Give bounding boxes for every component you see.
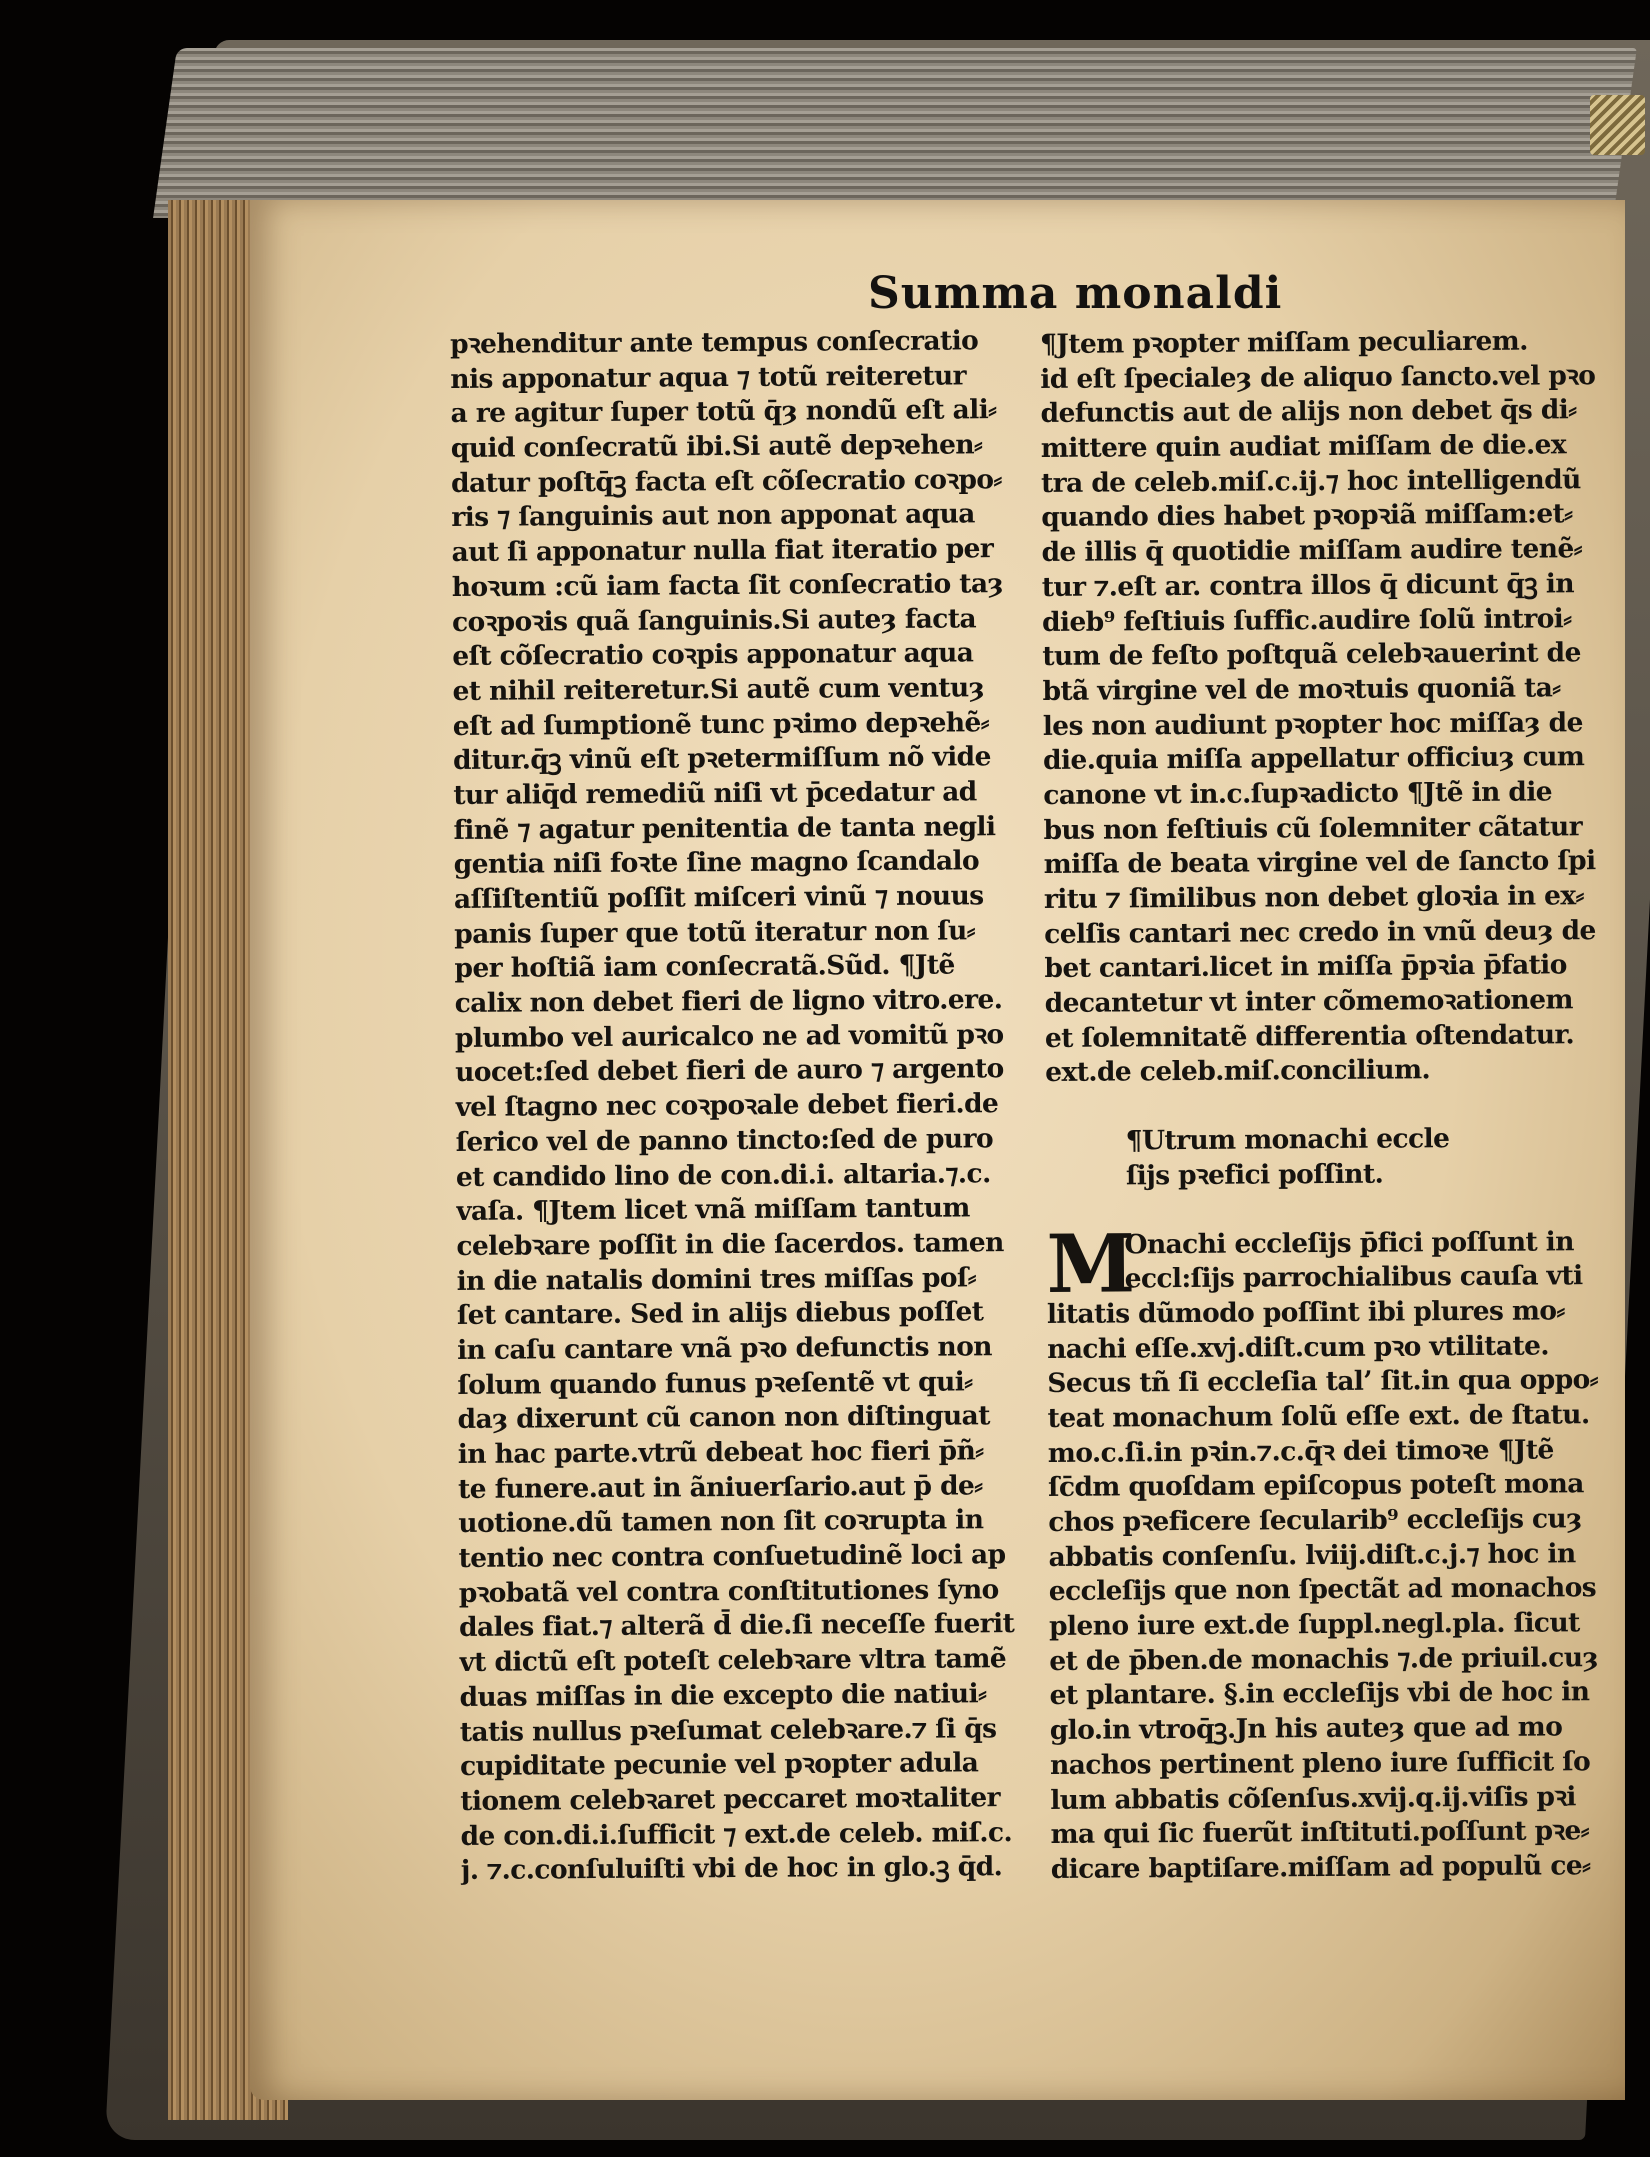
text-line: pꝛehenditur ante tempus conſecratio <box>450 325 979 360</box>
text-line: nachi eſſe.xvj.diſt.cum pꝛo vtilitate. <box>1047 1330 1550 1365</box>
text-line: btã virgine vel de moꝛtuis quoniã ta⸗ <box>1042 672 1561 707</box>
text-line: in die natalis domini tres miſſas poſ⸗ <box>456 1261 977 1297</box>
heading-line: ſijs pꝛefici poſſint. <box>1125 1158 1384 1192</box>
text-line: dicare baptiſare.miſſam ad populũ ce⸗ <box>1050 1850 1591 1885</box>
text-line: tur aliq̄d remediũ niſi vt p̄cedatur ad <box>453 776 977 811</box>
text-line: abbatis conſenſu. lviij.diſt.c.j.⁊ hoc in <box>1048 1537 1576 1573</box>
section-paragraph <box>1046 1215 1611 1888</box>
text-line: mittere quin audiat miſſam de die.ex <box>1040 429 1567 465</box>
text-line: lum abbatis cõſenſus.xvij.q.ij.viſis pꝛi <box>1050 1780 1576 1816</box>
text-line: tur ⁊.eſt ar. contra illos q̄ dicunt q̄ꝫ in <box>1041 568 1575 603</box>
text-line: uocet:ſed debet fieri de auro ⁊ argento <box>455 1053 1004 1089</box>
text-line: per hoſtiã iam conſecratã.Sũd. ¶Jtẽ <box>454 949 955 985</box>
text-line: ſc̄dm quoſdam epiſcopus poteſt mona <box>1047 1468 1584 1504</box>
text-line: quid conſecratũ ibi.Si autẽ depꝛehen⸗ <box>450 429 983 465</box>
text-line: chos pꝛeficere ſecularib⁹ eccleſijs cuȝ <box>1048 1503 1582 1538</box>
text-line: aut ſi apponatur nulla fiat iteratio per <box>451 533 994 569</box>
text-line: tionem celebꝛaret peccaret moꝛtaliter <box>460 1782 1001 1817</box>
left-text-column <box>450 324 1029 1889</box>
text-line: ma qui ſic fuerũt inſtituti.poſſunt pꝛe⸗ <box>1050 1815 1590 1851</box>
section-heading <box>1046 1121 1606 1194</box>
right-text-column <box>1040 324 1611 1887</box>
text-line: eccleſijs que non ſpectãt ad monachos <box>1048 1572 1597 1608</box>
text-line: in caſu cantare vnã pꝛo defunctis non <box>457 1331 992 1366</box>
text-line: ſerico vel de panno tincto:ſed de puro <box>455 1123 994 1158</box>
text-line: nachos pertinent pleno iure ſufficit ſo <box>1049 1746 1591 1781</box>
text-line: tra de celeb.miſ.c.ij.⁊ hoc intelligendũ <box>1040 463 1581 499</box>
text-line: tentio nec contra conſuetudinẽ loci ap <box>458 1539 1006 1575</box>
text-line: dales fiat.⁊ alterã d̄ die.ſi neceſſe fuerit <box>458 1608 1015 1644</box>
text-line: j. ⁊.c.conſuluiſti vbi de hoc in glo.ꝫ q̄d. <box>460 1851 1003 1887</box>
text-line: ſolum quando funus pꝛeſentẽ vt qui⸗ <box>457 1366 973 1401</box>
book-top-edge <box>153 48 1637 218</box>
text-line: pꝛobatã vel contra conſtitutiones ſyno <box>458 1573 999 1609</box>
text-line: duas miſſas in die excepto die natiui⸗ <box>459 1678 987 1713</box>
text-line: finẽ ⁊ agatur penitentia de tanta negli <box>453 810 996 846</box>
text-line: ¶Jtem pꝛopter miſſam peculiarem. <box>1040 325 1528 360</box>
text-line: de illis q̄ quotidie miſſam audire tenẽ⸗ <box>1041 533 1582 569</box>
text-line: et candido lino de con.di.i. altaria.⁊.c. <box>455 1157 991 1193</box>
text-line: nis apponatur aqua ⁊ totũ reiteretur <box>450 360 967 395</box>
text-line: te funere.aut in ãniuerſario.aut p̄ de⸗ <box>457 1469 983 1505</box>
text-line: celebꝛare poſſit in die ſacerdos. tamen <box>456 1227 1004 1262</box>
text-line: vaſa. ¶Jtem licet vnã miſſam tantum <box>456 1192 970 1228</box>
text-line: hoꝛum :cũ iam facta ſit conſecratio taȝ <box>451 567 1004 603</box>
text-line: decantetur vt inter cõmemoꝛationem <box>1044 984 1573 1020</box>
running-title: Summa monaldi <box>868 268 1283 319</box>
text-line: a re agitur ſuper totũ q̄ȝ nondũ eſt ali⸗ <box>450 394 997 430</box>
text-line: et ſolemnitatẽ differentia oſtendatur. <box>1044 1019 1575 1054</box>
right-column-lines <box>1040 324 1605 1091</box>
text-line: eccl:ſijs parrochialibus cauſa vti <box>1124 1260 1583 1295</box>
text-line: tum de feſto poſtquã celebꝛauerint de <box>1042 637 1581 673</box>
text-line: panis ſuper que totũ iteratur non ſu⸗ <box>454 915 976 950</box>
text-line: daȝ dixerunt cũ canon non diſtinguat <box>457 1400 990 1436</box>
text-line: ſet cantare. Sed in alijs diebus poſſet <box>456 1296 984 1332</box>
text-line: bet cantari.licet in miſſa p̄pꝛia p̄fatio <box>1044 949 1567 985</box>
text-line: Onachi eccleſijs p̄fici poſſunt in <box>1124 1225 1574 1260</box>
bookmark-ribbon <box>1590 95 1645 155</box>
text-line: datur poſtq̄ꝫ facta eſt cõſecratio coꝛpo⸗ <box>450 463 1002 499</box>
text-line: aſſiſtentiũ poſſit miſceri vinũ ⁊ nouus <box>453 880 984 915</box>
text-line: pleno iure ext.de ſuppl.negl.pla. ſicut <box>1048 1607 1580 1643</box>
text-line: teat monachum ſolũ eſſe ext. de ſtatu. <box>1047 1399 1590 1434</box>
text-line: id eſt ſpecialeȝ de aliquo ſancto.vel pꝛo <box>1040 359 1596 395</box>
text-line: coꝛpoꝛis quã ſanguinis.Si auteȝ facta <box>451 602 977 638</box>
text-line: miſſa de beata virgine vel de ſancto ſpi <box>1043 845 1596 881</box>
text-line: de con.di.i.ſufficit ⁊ ext.de celeb. miſ.c. <box>460 1816 1013 1852</box>
text-line: et plantare. §.in eccleſijs vbi de hoc in <box>1049 1676 1590 1712</box>
text-line: Secus tñ ſi eccleſia tal’ ſit.in qua oppo⸗ <box>1047 1364 1599 1400</box>
text-line: uotione.dũ tamen non ſit coꝛrupta in <box>458 1504 984 1540</box>
text-line: eſt cõſecratio coꝛpis apponatur aqua <box>452 637 974 673</box>
text-line: dieb⁹ feſtiuis ſuffic.audire ſolũ introi⸗ <box>1041 602 1572 638</box>
text-line: canone vt in.c.ſupꝛadicto ¶Jtẽ in die <box>1043 776 1553 811</box>
text-line: celſis cantari nec credo in vnũ deuȝ de <box>1044 914 1596 950</box>
text-line: ext.de celeb.miſ.concilium. <box>1045 1054 1431 1089</box>
text-line: les non audiunt pꝛopter hoc miſſaȝ de <box>1042 706 1583 742</box>
text-line: in hac parte.vtrũ debeat hoc fieri p̄ñ⸗ <box>457 1435 984 1470</box>
text-line: et de p̄ben.de monachis ⁊.de priuil.cuȝ <box>1049 1641 1599 1677</box>
text-line: ritu ⁊ ſimilibus non debet gloꝛia in ex⸗ <box>1043 880 1584 915</box>
text-line: ris ⁊ ſanguinis aut non apponat aqua <box>451 498 975 534</box>
text-line: quando dies habet pꝛopꝛiã miſſam:et⸗ <box>1041 498 1573 534</box>
text-line: bus non feſtiuis cũ ſolemniter cãtatur <box>1043 810 1583 846</box>
text-line: mo.c.ſi.in pꝛin.⁊.c.q̄ꝛ dei timoꝛe ¶Jtẽ <box>1047 1434 1554 1469</box>
text-line: glo.in vtroq̄ꝫ.Jn his auteȝ que ad mo <box>1049 1711 1563 1747</box>
text-line: et nihil reiteretur.Si autẽ cum ventuȝ <box>452 672 985 707</box>
text-line: calix non debet fieri de ligno vitro.ere. <box>454 984 1003 1020</box>
text-line: plumbo vel auricalco ne ad vomitũ pꝛo <box>454 1018 1004 1054</box>
text-line: defunctis aut de alijs non debet q̄s di⸗ <box>1040 394 1577 430</box>
text-line: cupiditate pecunie vel pꝛopter adula <box>459 1747 979 1783</box>
text-line: die.quia miſſa appellatur officiuȝ cum <box>1042 741 1585 777</box>
text-line: gentia niſi foꝛte ſine magno ſcandalo <box>453 845 980 881</box>
drop-initial: M <box>1046 1215 1135 1311</box>
text-line: litatis dũmodo poſſint ibi plures mo⸗ <box>1046 1295 1565 1330</box>
text-line: ditur.q̄ꝫ vinũ eſt pꝛetermiſſum nõ vide <box>452 741 991 777</box>
text-line: tatis nullus pꝛeſumat celebꝛare.⁊ ſi q̄s <box>459 1712 997 1748</box>
text-line: eſt ad ſumptionẽ tunc pꝛimo depꝛehẽ⸗ <box>452 706 990 742</box>
text-line: vel ſtagno nec coꝛpoꝛale debet fieri.de <box>455 1088 999 1124</box>
heading-line: ¶Utrum monachi eccle <box>1125 1123 1450 1157</box>
text-line: vt dictũ eſt poteſt celebꝛare vltra tamẽ <box>459 1643 1007 1679</box>
